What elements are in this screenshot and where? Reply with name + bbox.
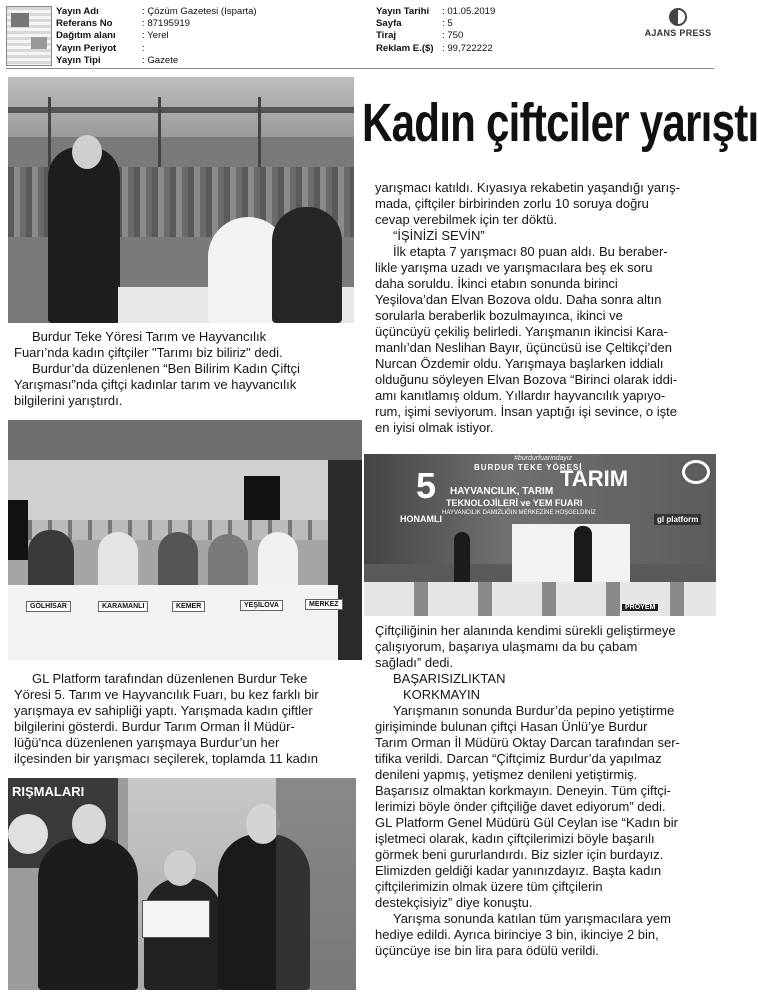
banner-footer: PROYEM <box>622 604 658 611</box>
banner-hashtag: #burdurfuarindayiz <box>514 455 572 462</box>
sign-karamanli: KARAMANLI <box>98 601 148 612</box>
meta-row <box>56 30 257 42</box>
subheading-isinizi-sevin: “İŞİNİZİ SEVİN” <box>393 228 485 243</box>
banner-region: BURDUR TEKE YÖRESİ <box>474 463 583 472</box>
meta-key: Yayın Adı <box>56 6 99 17</box>
text-line: Yarışması”nda çiftçi kadınlar tarım ve hayvancılık <box>14 377 297 392</box>
meta-value: : 99,722222 <box>442 42 493 54</box>
meta-row <box>376 6 495 18</box>
article-right-top <box>375 180 715 436</box>
meta-key: Sayfa <box>376 18 402 30</box>
text-line: Nurcan Özdemir oldu. Yarışmaya başlarken iddialı <box>375 356 664 371</box>
banner-line4: HAYVANCILIK DAMIZLIĞIN MERKEZİNE HOŞGELDİNİZ <box>442 510 596 516</box>
banner-main: TARIM <box>560 466 629 491</box>
photo-stage-banner <box>364 454 716 616</box>
text-line: Başarısız olmaktan korkmayın. Deneyin. Tüm çiftçi- <box>375 783 671 798</box>
text-line: destekçisiyiz” diye konuştu. <box>375 895 533 910</box>
text-line: Yarışma sonunda katılan tüm yarışmacılara yem <box>393 911 671 926</box>
meta-key: Tiraj <box>376 30 397 42</box>
meta-value: : <box>142 42 145 54</box>
meta-value: : 5 <box>442 18 453 30</box>
meta-key: Yayın Tipi <box>56 54 101 66</box>
text-line: bilgilerini yarıştırdı. <box>14 393 123 408</box>
text-line: üçüncüye ise bin lira para ödülü verildi. <box>375 943 600 958</box>
text-line: girişiminde bulunan çiftçi Hasan Ünlü’ye Burdur <box>375 719 648 734</box>
meta-value: : 750 <box>442 30 464 42</box>
photo-contestants <box>8 420 362 660</box>
text-line: sağladı” dedi. <box>375 655 454 670</box>
meta-key: Yayın Periyot <box>56 42 117 54</box>
meta-key: Referans No <box>56 18 113 30</box>
meta-row <box>56 6 257 18</box>
banner-number: 5 <box>416 465 437 506</box>
text-line: Tarım Orman İl Müdürü Oktay Darcan tarafından ser- <box>375 735 680 750</box>
sign-kemer: KEMER <box>172 601 205 612</box>
text-line: GL Platform tarafından düzenlenen Burdur Teke <box>32 671 308 686</box>
text-line: lerimizi böyle önder çiftçiliğe davet ediyorum” dedi. <box>375 799 666 814</box>
text-line: işletmeci olarak, kadın çiftçilerimizi böyle başarılı <box>375 831 655 846</box>
article-left-paragraph <box>14 671 360 767</box>
subheading-korkmayin: KORKMAYIN <box>403 687 481 702</box>
meta-row <box>376 43 495 55</box>
meta-value: : Gazete <box>142 54 179 66</box>
publication-meta-left <box>56 6 257 67</box>
meta-key: Yayın Tarihi <box>376 6 430 17</box>
text-line: çalışıyorum, başarıya ulaşmamı da bu çabam <box>375 639 638 654</box>
text-line: Elimizden geldiği kadar yanınızdayız. Başta kadın <box>375 863 662 878</box>
award-banner-text: RIŞMALARI <box>12 784 85 799</box>
text-line: Yarışmanın sonunda Burdur’da pepino yetiştirme <box>393 703 675 718</box>
text-line: Burdur’da düzenlenen “Ben Bilirim Kadın Çiftçi <box>32 361 300 376</box>
text-line: yarışmaya ev sahipliği yaptı. Yarışmada kadın çiftler <box>14 703 313 718</box>
sign-yesilova: YEŞİLOVA <box>240 600 283 611</box>
meta-value: : Çözüm Gazetesi (Isparta) <box>142 6 257 17</box>
text-line: rum, işimi seviyorum. İnsan yaptığı işi sevince, o işte <box>375 404 677 419</box>
meta-key: Dağıtım alanı <box>56 30 116 42</box>
meta-value: : Yerel <box>142 30 169 42</box>
meta-key: Reklam E.($) <box>376 42 434 54</box>
page-thumbnail <box>6 6 52 66</box>
subheading-basarisizliktan: BAŞARISIZLIKTAN <box>393 671 506 686</box>
banner-side: HONAMLI <box>400 514 442 524</box>
text-line: en iyisi olmak istiyor. <box>375 420 494 435</box>
text-line: denileni yapmış, yetişmez denileni yetiştirmiş. <box>375 767 638 782</box>
text-line: GL Platform Genel Müdürü Gül Ceylan ise “Kadın bir <box>375 815 678 830</box>
meta-row <box>376 18 495 30</box>
meta-value: : 87195919 <box>142 18 191 30</box>
text-line: Fuarı’nda kadın çiftçiler "Tarımı biz biliriz" dedi. <box>14 345 283 360</box>
banner-brand: gl platform <box>654 514 701 525</box>
text-line: likle yarışma uzadı ve yarışmacılara beş ek soru <box>375 260 653 275</box>
sign-merkez: MERKEZ <box>305 599 343 610</box>
text-line: yarışmacı katıldı. Kıyasıya rekabetin yaşandığı yarış- <box>375 180 680 195</box>
article-headline: Kadın çiftciler yarıştı <box>362 93 758 153</box>
text-line: cevap verebilmek için ter döktü. <box>375 212 558 227</box>
banner-line3: TEKNOLOJİLERİ ve YEM FUARI <box>446 498 583 508</box>
text-line: hediye edildi. Ayrıca birinciye 3 bin, ikinciye 2 bin, <box>375 927 659 942</box>
text-line: ilçesinden bir yarışmacı seçilerek, toplamda 11 kadın <box>14 751 318 766</box>
sign-golhisar: GÖLHİSAR <box>26 601 71 612</box>
text-line: İlk etapta 7 yarışmacı 80 puan aldı. Bu beraber- <box>393 244 668 259</box>
text-line: Yeşilova’dan Elvan Bozova oldu. Daha sonra altın <box>375 292 662 307</box>
text-line: amı kanıtlamış oldum. Yıllardır hayvancılık yapıyo- <box>375 388 666 403</box>
text-line: Çiftçiliğinin her alanında kendimi sürekli geliştirmeye <box>375 623 676 638</box>
text-line: bilgilerini gösterdi. Burdur Tarım Orman İl Müdür- <box>14 719 295 734</box>
caption-fair <box>14 329 358 409</box>
text-line: olduğunu söyleyen Elvan Bozova “Birinci olarak iddi- <box>375 372 678 387</box>
photo-fair-hall <box>8 77 354 323</box>
meta-row <box>376 30 495 42</box>
text-line: lüğü'nca düzenlenen yarışmaya Burdur’un her <box>14 735 280 750</box>
logo-icon <box>669 8 687 26</box>
meta-value: : 01.05.2019 <box>442 6 496 17</box>
text-line: Yöresi 5. Tarım ve Hayvancılık Fuarı, bu kez farklı bir <box>14 687 319 702</box>
logo-text: AJANS PRESS <box>644 28 712 38</box>
meta-row <box>56 18 257 30</box>
text-line: sorularla beraberlik bozulmayınca, ikinci ve <box>375 308 623 323</box>
text-line: daha soruldu. İkinci etabın sonunda birinci <box>375 276 618 291</box>
header-divider <box>6 68 714 69</box>
article-right-bottom <box>375 623 715 959</box>
text-line: manlı’dan Neslihan Bayır, üçüncüsü ise Çeltikçi’den <box>375 340 672 355</box>
text-line: görmek beni gururlandırdı. Biz sizler için burdayız. <box>375 847 664 862</box>
banner-line2: HAYVANCILIK, TARIM <box>450 486 554 497</box>
ajans-press-logo <box>640 8 716 38</box>
photo-certificate-award <box>8 778 356 990</box>
text-line: Burdur Teke Yöresi Tarım ve Hayvancılık <box>32 329 267 344</box>
text-line: çiftçilerimizin olmak üzere tüm çiftçilerin <box>375 879 603 894</box>
meta-row <box>56 55 257 67</box>
meta-row <box>56 43 257 55</box>
text-line: tifika verildi. Darcan “Çiftçimiz Burdur’da yapılmaz <box>375 751 662 766</box>
text-line: mada, çiftçiler birbirinden zorlu 10 soruya doğru <box>375 196 649 211</box>
text-line: üçüncüyü çekiliş belirledi. Yarışmanın ikincisi Kara- <box>375 324 668 339</box>
publication-meta-right <box>376 6 495 55</box>
